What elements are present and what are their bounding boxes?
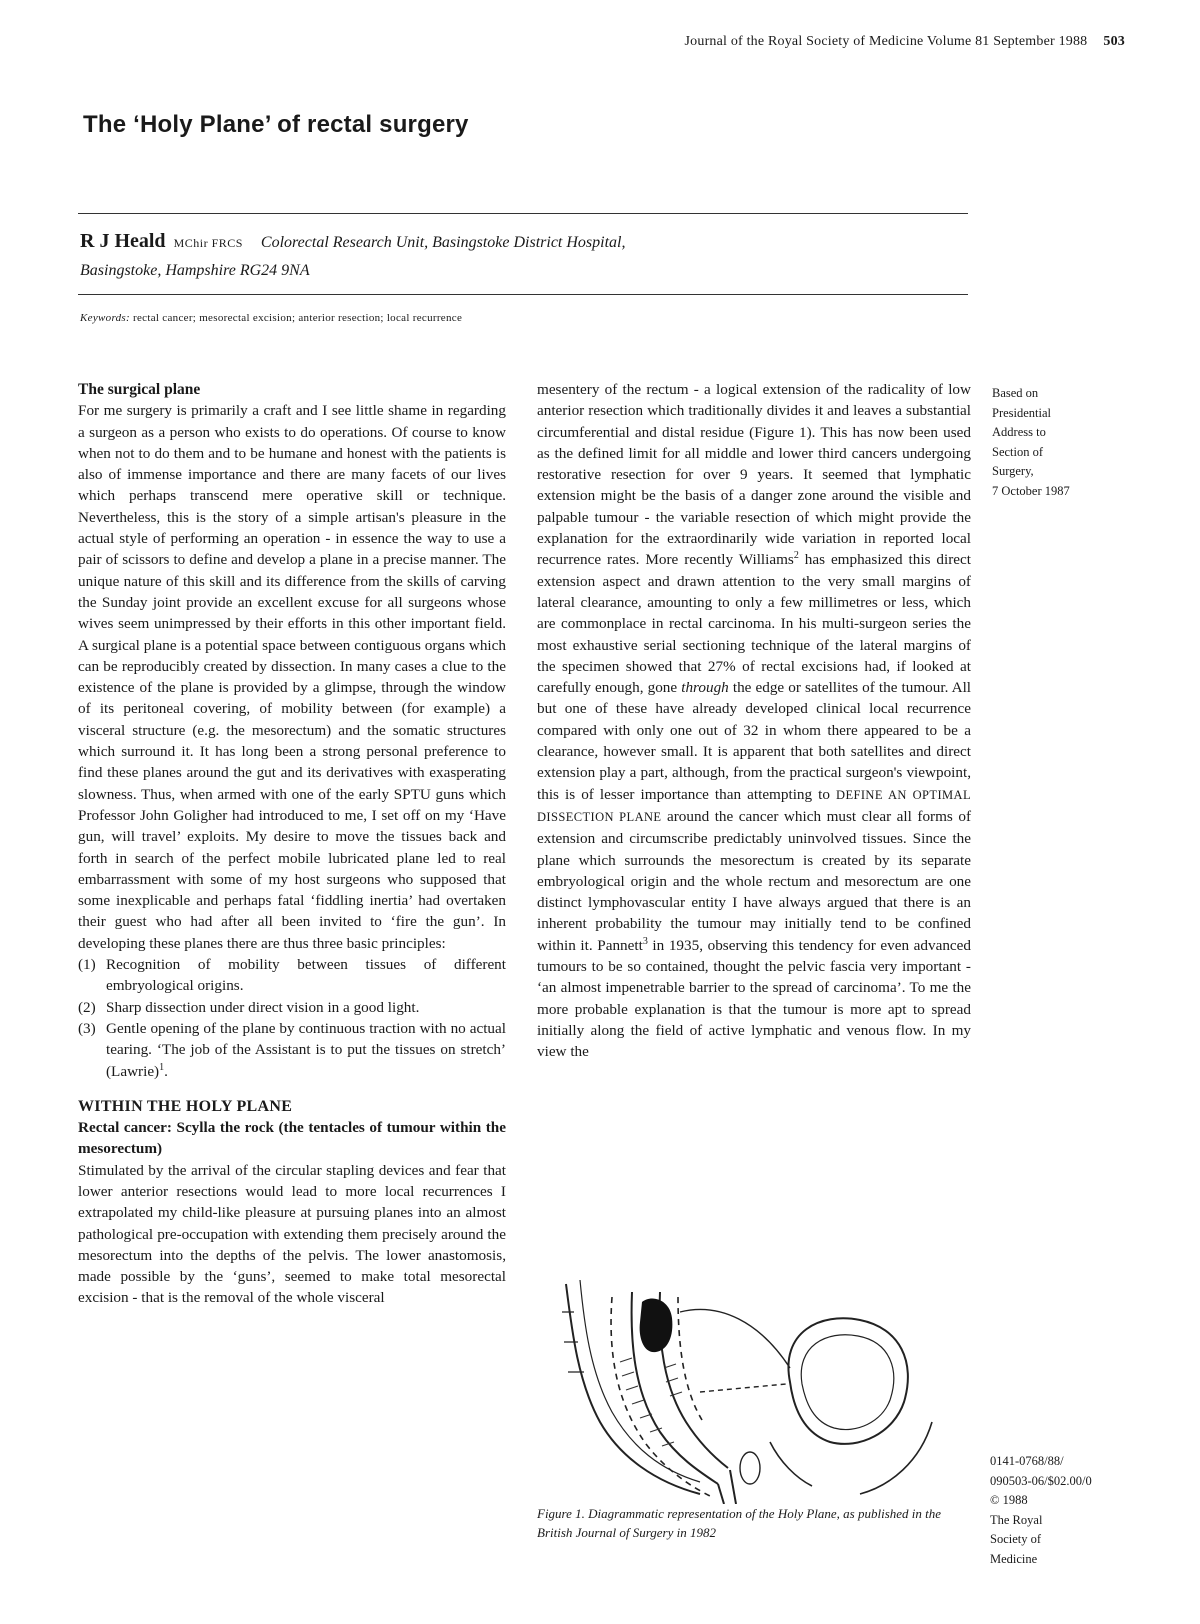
- reference-1: 1: [159, 1061, 165, 1073]
- rule-bottom: [78, 294, 968, 295]
- sidenote: Based on Presidential Address to Section of Surgery, 7 October 1987: [992, 386, 1070, 498]
- journal-citation: Journal of the Royal Society of Medicine Volume 81 September 1988: [684, 34, 1088, 49]
- copyright-block: 0141-0768/88/ 090503-06/$02.00/0 © 1988 The Royal Society of Medicine: [990, 1454, 1092, 1566]
- small-caps-phrase: DEFINE AN OPTIMAL DISSECTION PLANE: [537, 787, 971, 824]
- section-heading-surgical-plane: The surgical plane: [78, 381, 201, 398]
- keywords-list: rectal cancer; mesorectal excision; anterior resection; local recurrence: [133, 312, 463, 324]
- left-column: [78, 379, 506, 1309]
- figure-holy-plane-diagram: [560, 1272, 960, 1504]
- author-name: R J Heald: [80, 230, 166, 252]
- reference-3: 3: [642, 935, 648, 947]
- right-column: [537, 379, 971, 1063]
- page-number: 503: [1103, 34, 1125, 49]
- list-item: (3) Gentle opening of the plane by continuous traction with no actual tearing. ‘The job of the Assistant is to put the tissues on stretch’ (Lawrie)$^1$.: [78, 1019, 506, 1080]
- body-paragraph-1: For me surgery is primarily a craft and I see little shame in regarding a surgeon as a person who exists to do operations. Of course to know when not to do them and to be humane and honest with the patients is also of immense importance and there are many facets of our lives which perhaps transcend mere operative skill or technique. Nevertheless, this is the story of a simple artisan's pleasure in the actual style of performing an operation - in essence the way to use a pair of scissors to define and develop a plane in a precise manner. The unique nature of this skill and its difference from the skills of carving the Sunday joint provide an excellent excuse for all surgeons whose wives seem unimpressed by their efforts in this other important field. A surgical plane is a potential space between contiguous organs which can be reproducibly created by dissection. In many cases a clue to the existence of the plane is provided by a glimpse, through the window of its peritoneal covering, of mobility between (for example) a visceral structure (e.g. the mesorectum) and the somatic structures which surround it. It has long been a strong personal preference to find these planes around the gut and its derivatives with exasperating slowness. Thus, when armed with one of the early SPTU guns which Professor John Goligher had introduced to me, I set off on my ‘Have gun, will travel’ exploits. My desire to move the tissues back and forth in search of the perfect mobile lubricated plane led to real embarrassment with some of my host surgeons who supposed that some inexplicable and perhaps fatal ‘fiddling inertia’ had overtaken their guest who had after all been invited to ‘fire the gun’. In developing these planes there are thus three basic principles:: [78, 402, 506, 952]
- figure-caption: Figure 1. Diagrammatic representation of the Holy Plane, as published in the British Journal of Surgery in 1982: [537, 1506, 942, 1540]
- author-block: [80, 228, 960, 284]
- body-paragraph-2: Stimulated by the arrival of the circular stapling devices and fear that lower anterior resections would lead to more local recurrences I extrapolated my child-like pleasure at pursuing planes into an almost pathological pre-occupation with extending them precisely around the mesorectum into the depths of the pelvis. The lower anastomosis, made possible by the ‘guns’, seemed to make total mesorectal excision - that is the removal of the whole visceral: [78, 1161, 506, 1307]
- keywords: [80, 312, 960, 324]
- running-head: [425, 34, 1125, 50]
- keywords-label: Keywords:: [80, 312, 130, 324]
- list-item: (1) Recognition of mobility between tissues of different embryological origins.: [78, 956, 506, 995]
- list-item: (2) Sharp dissection under direct vision in a good light.: [78, 998, 420, 1016]
- principles-list: [78, 954, 506, 1082]
- reference-2: 2: [793, 550, 799, 562]
- body-paragraph-3: mesentery of the rectum - a logical extension of the radicality of low anterior resection which traditionally divides it and leaves a substantial circumferential and distal residue (Figure 1). This has now been used as the defined limit for all middle and lower third cancers undergoing restorative resection for over 9 years. It seemed that lymphatic extension might be the basis of a danger zone around the visible and palpable tumour - the variable resection of which might provide the explanation for the extraordinarily wide variation in reported local recurrence rates. More recently Williams$^2$ has emphasized this direct extension aspect and drawn attention to the very small margins of lateral clearance, amounting to only a few millimetres or less, which are commonplace in rectal carcinoma. In his multi-surgeon series the most exhaustive serial sectioning technique of the lateral margins of the specimen showed that 27% of rectal excisions had, if looked at carefully enough, gone through the edge or satellites of the tumour. All but one of these have already developed clinical local recurrence compared with only one out of 32 in whom there appeared to be a clearance, however small. It is apparent that both satellites and direct extension play a part, although, from the practical surgeon's viewpoint, this is of lesser importance than attempting to DEFINE AN OPTIMAL DISSECTION PLANE around the cancer which must clear all forms of extension and circumscribe predictably uninvolved tissues. Since the plane which surrounds the mesorectum is created by its separate embryological origin and the whole rectum and mesorectum are one distinct lymphovascular entity I have always argued that there is an inherent probability the tumour may initially tend to be confined within it. Pannett$^3$ in 1935, observing this tendency for even advanced tumours to be so contained, thought the pelvic fascia very important - ‘an almost impenetrable barrier to the spread of carcinoma’. To me the more probable explanation is that the tumour is more apt to spread initially along the field of active lymphatic and venous flow. In my view the: [537, 381, 972, 1061]
- article-title: The ‘Holy Plane’ of rectal surgery: [83, 111, 469, 138]
- rule-top: [78, 213, 968, 214]
- section-heading-holy-plane: WITHIN THE HOLY PLANE: [78, 1097, 293, 1115]
- affiliation-line2: Basingstoke, Hampshire RG24 9NA: [80, 262, 310, 279]
- author-qualifications: MChir FRCS: [173, 236, 243, 250]
- anatomical-diagram: [560, 1272, 960, 1504]
- subheading-rectal-cancer: Rectal cancer: Scylla the rock (the tentacles of tumour within the mesorectum): [78, 1119, 506, 1158]
- affiliation-line1: Colorectal Research Unit, Basingstoke District Hospital,: [260, 234, 626, 251]
